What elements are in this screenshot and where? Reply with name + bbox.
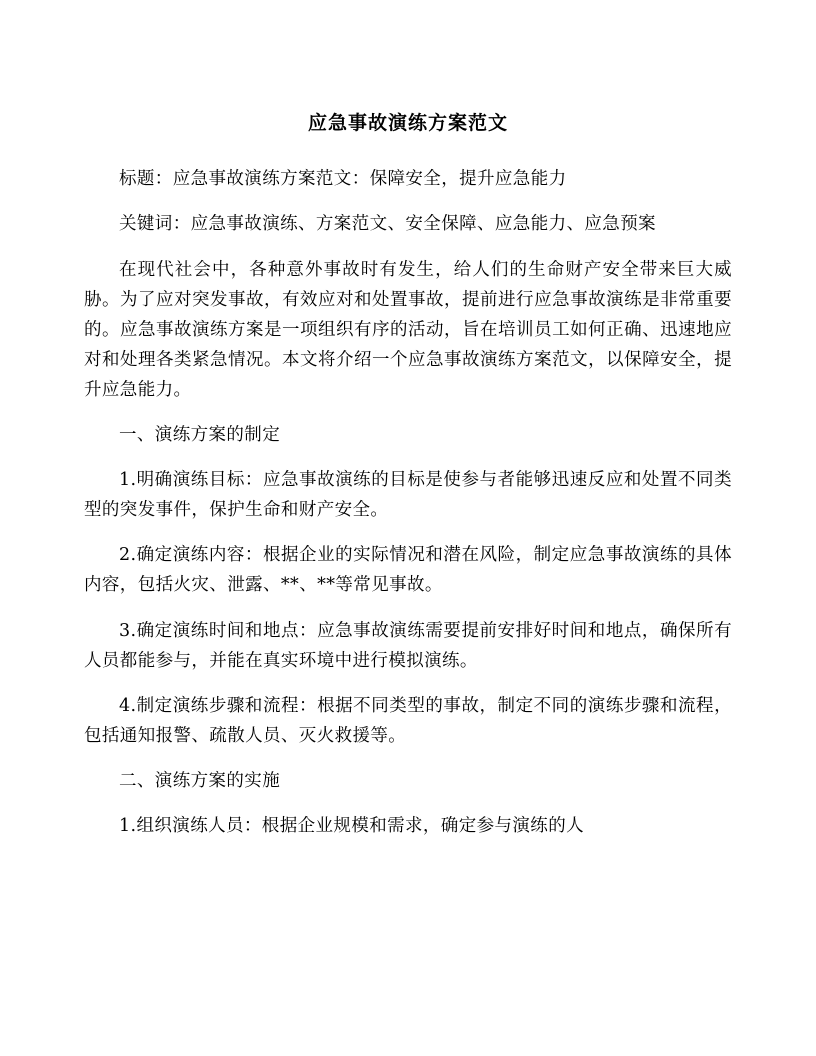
paragraph-intro: 在现代社会中，各种意外事故时有发生，给人们的生命财产安全带来巨大威胁。为了应对突发事故，有效应对和处置事故，提前进行应急事故演练是非常重要的。应急事故演练方案是一项组织有序的活动，旨在培训员工如何正确、迅速地应对和处理各类紧急情况。本文将介绍一个应急事故演练方案范文，以保障安全，提升应急能力。 bbox=[84, 259, 732, 400]
section-heading-two: 二、演练方案的实施 bbox=[119, 770, 281, 791]
paragraph-item-1-4: 4.制定演练步骤和流程：根据不同类型的事故，制定不同的演练步骤和流程，包括通知报警、疏散人员、灭火救援等。 bbox=[84, 695, 732, 746]
paragraph-item-1-2: 2.确定演练内容：根据企业的实际情况和潜在风险，制定应急事故演练的具体内容，包括火灾、泄露、**、**等常见事故。 bbox=[84, 545, 732, 596]
paragraph-item-2-1: 1.组织演练人员：根据企业规模和需求，确定参与演练的人 bbox=[119, 815, 584, 836]
section-heading-one: 一、演练方案的制定 bbox=[119, 425, 281, 446]
paragraph-subtitle: 标题：应急事故演练方案范文：保障安全，提升应急能力 bbox=[119, 169, 567, 190]
paragraph-item-1-1: 1.明确演练目标：应急事故演练的目标是使参与者能够迅速反应和处置不同类型的突发事件，保护生命和财产安全。 bbox=[84, 470, 732, 521]
paragraph-keywords: 关键词：应急事故演练、方案范文、安全保障、应急能力、应急预案 bbox=[119, 214, 656, 235]
page-title: 应急事故演练方案范文 bbox=[307, 112, 508, 134]
paragraph-item-1-3: 3.确定演练时间和地点：应急事故演练需要提前安排好时间和地点，确保所有人员都能参与，并能在真实环境中进行模拟演练。 bbox=[84, 620, 732, 671]
